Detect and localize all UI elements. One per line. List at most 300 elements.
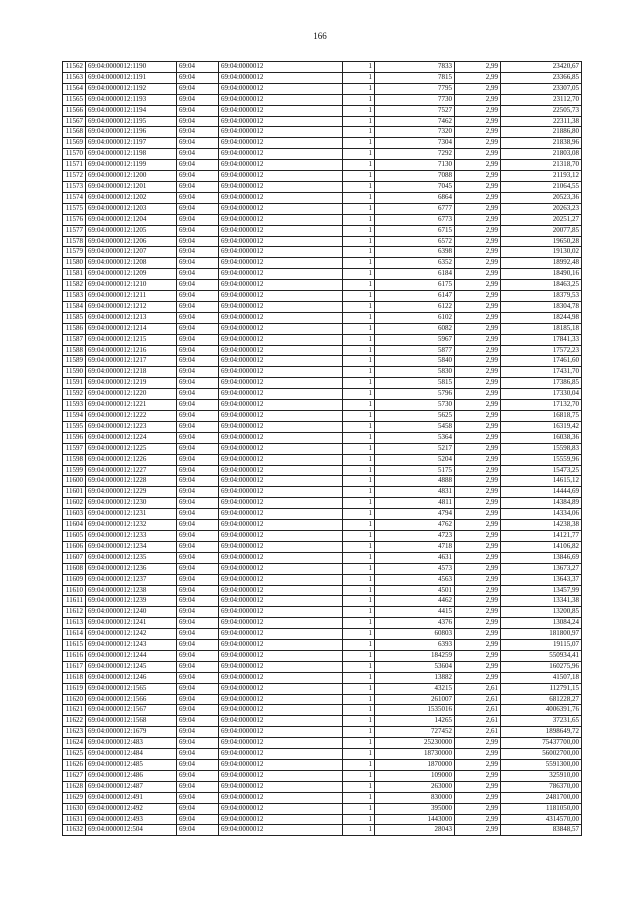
cadastral-block-cell: 69:04:0000012 [219,421,343,432]
count-cell: 1 [343,694,375,705]
rate-cell: 2,99 [455,236,501,247]
rate-cell: 2,99 [455,738,501,749]
district-code-cell: 69:04 [177,749,219,760]
cadastral-block-cell: 69:04:0000012 [219,509,343,520]
cadastral-value-cell: 19130,02 [501,247,582,258]
table-row [63,792,582,803]
district-code-cell: 69:04 [177,487,219,498]
cadastral-value-cell: 21803,08 [501,149,582,160]
row-number-cell: 11631 [63,814,86,825]
count-cell: 1 [343,727,375,738]
table-row [63,618,582,629]
district-code-cell: 69:04 [177,727,219,738]
rate-cell: 2,99 [455,803,501,814]
district-code-cell: 69:04 [177,94,219,105]
table-row [63,803,582,814]
cadastral-value-cell: 20077,85 [501,225,582,236]
count-cell: 1 [343,443,375,454]
row-number-cell: 11589 [63,356,86,367]
count-cell: 1 [343,672,375,683]
cadastral-block-cell: 69:04:0000012 [219,94,343,105]
district-code-cell: 69:04 [177,672,219,683]
cadastral-block-cell: 69:04:0000012 [219,378,343,389]
cadastral-value-cell: 21886,80 [501,127,582,138]
count-cell: 1 [343,203,375,214]
row-number-cell: 11596 [63,432,86,443]
rate-cell: 2,99 [455,323,501,334]
count-cell: 1 [343,334,375,345]
area-cell: 25230000 [375,738,455,749]
count-cell: 1 [343,509,375,520]
cadastral-value-cell: 14615,12 [501,476,582,487]
cadastral-value-cell: 16038,36 [501,432,582,443]
rate-cell: 2,99 [455,291,501,302]
table-row [63,269,582,280]
cadastral-value-cell: 15598,83 [501,443,582,454]
count-cell: 1 [343,280,375,291]
table-row [63,301,582,312]
count-cell: 1 [343,640,375,651]
cadastral-value-cell: 14121,77 [501,530,582,541]
cadastral-number-cell: 69:04:0000012:1204 [86,214,177,225]
count-cell: 1 [343,181,375,192]
cadastral-block-cell: 69:04:0000012 [219,749,343,760]
area-cell: 1443000 [375,814,455,825]
area-cell: 7833 [375,62,455,73]
rate-cell: 2,61 [455,716,501,727]
area-cell: 727452 [375,727,455,738]
district-code-cell: 69:04 [177,781,219,792]
table-row [63,94,582,105]
rate-cell: 2,99 [455,160,501,171]
area-cell: 4762 [375,520,455,531]
cadastral-block-cell: 69:04:0000012 [219,661,343,672]
count-cell: 1 [343,291,375,302]
cadastral-block-cell: 69:04:0000012 [219,411,343,422]
district-code-cell: 69:04 [177,520,219,531]
count-cell: 1 [343,683,375,694]
table-row [63,400,582,411]
cadastral-value-cell: 325910,00 [501,770,582,781]
count-cell: 1 [343,247,375,258]
cadastral-number-cell: 69:04:0000012:1231 [86,509,177,520]
cadastral-block-cell: 69:04:0000012 [219,629,343,640]
district-code-cell: 69:04 [177,530,219,541]
rate-cell: 2,99 [455,105,501,116]
district-code-cell: 69:04 [177,563,219,574]
cadastral-value-cell: 21318,70 [501,160,582,171]
cadastral-block-cell: 69:04:0000012 [219,640,343,651]
cadastral-number-cell: 69:04:0000012:1215 [86,334,177,345]
table-row [63,760,582,771]
cadastral-value-cell: 17572,23 [501,345,582,356]
district-code-cell: 69:04 [177,454,219,465]
rate-cell: 2,99 [455,530,501,541]
district-code-cell: 69:04 [177,334,219,345]
rate-cell: 2,99 [455,607,501,618]
table-row [63,465,582,476]
cadastral-block-cell: 69:04:0000012 [219,465,343,476]
cadastral-block-cell: 69:04:0000012 [219,618,343,629]
count-cell: 1 [343,400,375,411]
table-row [63,225,582,236]
row-number-cell: 11586 [63,323,86,334]
rate-cell: 2,99 [455,476,501,487]
district-code-cell: 69:04 [177,258,219,269]
table-row [63,738,582,749]
cadastral-block-cell: 69:04:0000012 [219,716,343,727]
cadastral-value-cell: 13643,37 [501,574,582,585]
area-cell: 6184 [375,269,455,280]
district-code-cell: 69:04 [177,203,219,214]
table-row [63,389,582,400]
rate-cell: 2,99 [455,247,501,258]
rate-cell: 2,99 [455,781,501,792]
cadastral-value-cell: 20523,36 [501,192,582,203]
cadastral-value-cell: 75437700,00 [501,738,582,749]
count-cell: 1 [343,792,375,803]
cadastral-block-cell: 69:04:0000012 [219,814,343,825]
district-code-cell: 69:04 [177,738,219,749]
area-cell: 109000 [375,770,455,781]
cadastral-block-cell: 69:04:0000012 [219,694,343,705]
cadastral-number-cell: 69:04:0000012:1211 [86,291,177,302]
district-code-cell: 69:04 [177,705,219,716]
district-code-cell: 69:04 [177,105,219,116]
cadastral-block-cell: 69:04:0000012 [219,181,343,192]
rate-cell: 2,99 [455,640,501,651]
area-cell: 4811 [375,498,455,509]
table-row [63,705,582,716]
area-cell: 53604 [375,661,455,672]
cadastral-block-cell: 69:04:0000012 [219,650,343,661]
table-row [63,432,582,443]
row-number-cell: 11626 [63,760,86,771]
cadastral-block-cell: 69:04:0000012 [219,345,343,356]
rate-cell: 2,99 [455,127,501,138]
area-cell: 14265 [375,716,455,727]
rate-cell: 2,99 [455,94,501,105]
rate-cell: 2,99 [455,509,501,520]
cadastral-number-cell: 69:04:0000012:1213 [86,312,177,323]
cadastral-number-cell: 69:04:0000012:1217 [86,356,177,367]
cadastral-block-cell: 69:04:0000012 [219,476,343,487]
count-cell: 1 [343,738,375,749]
count-cell: 1 [343,72,375,83]
district-code-cell: 69:04 [177,509,219,520]
district-code-cell: 69:04 [177,116,219,127]
cadastral-number-cell: 69:04:0000012:1568 [86,716,177,727]
row-number-cell: 11587 [63,334,86,345]
rate-cell: 2,99 [455,672,501,683]
row-number-cell: 11571 [63,160,86,171]
cadastral-block-cell: 69:04:0000012 [219,323,343,334]
cadastral-block-cell: 69:04:0000012 [219,585,343,596]
cadastral-block-cell: 69:04:0000012 [219,389,343,400]
rate-cell: 2,99 [455,367,501,378]
count-cell: 1 [343,389,375,400]
cadastral-value-cell: 56002700,00 [501,749,582,760]
count-cell: 1 [343,520,375,531]
district-code-cell: 69:04 [177,312,219,323]
cadastral-value-cell: 18463,25 [501,280,582,291]
table-row [63,312,582,323]
district-code-cell: 69:04 [177,596,219,607]
row-number-cell: 11570 [63,149,86,160]
area-cell: 395000 [375,803,455,814]
cadastral-number-cell: 69:04:0000012:1201 [86,181,177,192]
district-code-cell: 69:04 [177,825,219,836]
table-row [63,367,582,378]
count-cell: 1 [343,716,375,727]
row-number-cell: 11579 [63,247,86,258]
district-code-cell: 69:04 [177,345,219,356]
cadastral-value-cell: 17841,33 [501,334,582,345]
cadastral-value-cell: 13673,27 [501,563,582,574]
row-number-cell: 11620 [63,694,86,705]
table-row [63,72,582,83]
cadastral-number-cell: 69:04:0000012:1225 [86,443,177,454]
rate-cell: 2,99 [455,596,501,607]
cadastral-value-cell: 19115,07 [501,640,582,651]
row-number-cell: 11602 [63,498,86,509]
cadastral-block-cell: 69:04:0000012 [219,225,343,236]
cadastral-block-cell: 69:04:0000012 [219,552,343,563]
table-row [63,203,582,214]
count-cell: 1 [343,760,375,771]
rate-cell: 2,99 [455,214,501,225]
table-row [63,62,582,73]
rate-cell: 2,99 [455,552,501,563]
cadastral-number-cell: 69:04:0000012:1205 [86,225,177,236]
row-number-cell: 11614 [63,629,86,640]
rate-cell: 2,99 [455,203,501,214]
district-code-cell: 69:04 [177,465,219,476]
table-row [63,236,582,247]
area-cell: 18730000 [375,749,455,760]
table-row [63,247,582,258]
row-number-cell: 11562 [63,62,86,73]
table-row [63,214,582,225]
rate-cell: 2,99 [455,825,501,836]
district-code-cell: 69:04 [177,367,219,378]
table-row [63,138,582,149]
cadastral-block-cell: 69:04:0000012 [219,487,343,498]
cadastral-number-cell: 69:04:0000012:487 [86,781,177,792]
row-number-cell: 11573 [63,181,86,192]
table-row [63,749,582,760]
table-row [63,814,582,825]
rate-cell: 2,99 [455,149,501,160]
cadastral-value-cell: 18244,98 [501,312,582,323]
count-cell: 1 [343,814,375,825]
rate-cell: 2,99 [455,192,501,203]
district-code-cell: 69:04 [177,192,219,203]
cadastral-value-cell: 16319,42 [501,421,582,432]
cadastral-number-cell: 69:04:0000012:1566 [86,694,177,705]
row-number-cell: 11584 [63,301,86,312]
row-number-cell: 11616 [63,650,86,661]
rate-cell: 2,99 [455,770,501,781]
table-row [63,454,582,465]
count-cell: 1 [343,83,375,94]
count-cell: 1 [343,749,375,760]
cadastral-value-cell: 14384,89 [501,498,582,509]
area-cell: 4415 [375,607,455,618]
table-row [63,105,582,116]
cadastral-number-cell: 69:04:0000012:1203 [86,203,177,214]
row-number-cell: 11585 [63,312,86,323]
table-row [63,672,582,683]
cadastral-value-cell: 18490,16 [501,269,582,280]
rate-cell: 2,99 [455,520,501,531]
row-number-cell: 11580 [63,258,86,269]
cadastral-number-cell: 69:04:0000012:1210 [86,280,177,291]
cadastral-value-cell: 14238,38 [501,520,582,531]
table-row [63,149,582,160]
cadastral-number-cell: 69:04:0000012:1241 [86,618,177,629]
count-cell: 1 [343,487,375,498]
cadastral-number-cell: 69:04:0000012:1191 [86,72,177,83]
cadastral-value-cell: 14334,06 [501,509,582,520]
cadastral-value-cell: 4314570,00 [501,814,582,825]
cadastral-number-cell: 69:04:0000012:1244 [86,650,177,661]
district-code-cell: 69:04 [177,149,219,160]
rate-cell: 2,99 [455,138,501,149]
district-code-cell: 69:04 [177,814,219,825]
row-number-cell: 11568 [63,127,86,138]
cadastral-block-cell: 69:04:0000012 [219,171,343,182]
cadastral-block-cell: 69:04:0000012 [219,454,343,465]
cadastral-block-cell: 69:04:0000012 [219,203,343,214]
rate-cell: 2,61 [455,727,501,738]
count-cell: 1 [343,62,375,73]
land-registry-table [62,61,582,836]
area-cell: 5730 [375,400,455,411]
cadastral-number-cell: 69:04:0000012:1195 [86,116,177,127]
rate-cell: 2,99 [455,72,501,83]
district-code-cell: 69:04 [177,683,219,694]
row-number-cell: 11621 [63,705,86,716]
cadastral-value-cell: 14106,82 [501,541,582,552]
rate-cell: 2,99 [455,378,501,389]
cadastral-block-cell: 69:04:0000012 [219,781,343,792]
cadastral-block-cell: 69:04:0000012 [219,803,343,814]
count-cell: 1 [343,421,375,432]
cadastral-number-cell: 69:04:0000012:1236 [86,563,177,574]
cadastral-value-cell: 37231,65 [501,716,582,727]
district-code-cell: 69:04 [177,378,219,389]
area-cell: 5217 [375,443,455,454]
count-cell: 1 [343,476,375,487]
count-cell: 1 [343,825,375,836]
rate-cell: 2,99 [455,400,501,411]
rate-cell: 2,99 [455,62,501,73]
district-code-cell: 69:04 [177,236,219,247]
area-cell: 7292 [375,149,455,160]
cadastral-block-cell: 69:04:0000012 [219,138,343,149]
cadastral-number-cell: 69:04:0000012:1234 [86,541,177,552]
count-cell: 1 [343,552,375,563]
cadastral-number-cell: 69:04:0000012:1197 [86,138,177,149]
table-row [63,258,582,269]
area-cell: 7795 [375,83,455,94]
cadastral-value-cell: 17461,60 [501,356,582,367]
cadastral-block-cell: 69:04:0000012 [219,563,343,574]
cadastral-value-cell: 17132,70 [501,400,582,411]
cadastral-number-cell: 69:04:0000012:1206 [86,236,177,247]
district-code-cell: 69:04 [177,618,219,629]
area-cell: 1535016 [375,705,455,716]
count-cell: 1 [343,781,375,792]
district-code-cell: 69:04 [177,803,219,814]
district-code-cell: 69:04 [177,640,219,651]
cadastral-value-cell: 2481700,00 [501,792,582,803]
table-row [63,160,582,171]
area-cell: 6398 [375,247,455,258]
rate-cell: 2,99 [455,629,501,640]
rate-cell: 2,61 [455,694,501,705]
table-row [63,83,582,94]
cadastral-block-cell: 69:04:0000012 [219,607,343,618]
row-number-cell: 11615 [63,640,86,651]
table-row [63,825,582,836]
cadastral-block-cell: 69:04:0000012 [219,192,343,203]
cadastral-number-cell: 69:04:0000012:1232 [86,520,177,531]
table-row [63,661,582,672]
cadastral-block-cell: 69:04:0000012 [219,127,343,138]
rate-cell: 2,99 [455,116,501,127]
cadastral-block-cell: 69:04:0000012 [219,672,343,683]
area-cell: 5175 [375,465,455,476]
rate-cell: 2,99 [455,541,501,552]
count-cell: 1 [343,498,375,509]
district-code-cell: 69:04 [177,476,219,487]
rate-cell: 2,99 [455,345,501,356]
area-cell: 7815 [375,72,455,83]
area-cell: 5796 [375,389,455,400]
area-cell: 43215 [375,683,455,694]
area-cell: 4462 [375,596,455,607]
table-row [63,770,582,781]
cadastral-number-cell: 69:04:0000012:493 [86,814,177,825]
row-number-cell: 11574 [63,192,86,203]
table-row [63,716,582,727]
row-number-cell: 11617 [63,661,86,672]
area-cell: 13882 [375,672,455,683]
cadastral-number-cell: 69:04:0000012:1242 [86,629,177,640]
cadastral-value-cell: 23366,85 [501,72,582,83]
table-row [63,530,582,541]
table-row [63,181,582,192]
rate-cell: 2,99 [455,792,501,803]
count-cell: 1 [343,127,375,138]
cadastral-block-cell: 69:04:0000012 [219,825,343,836]
area-cell: 28043 [375,825,455,836]
cadastral-number-cell: 69:04:0000012:1245 [86,661,177,672]
rate-cell: 2,99 [455,574,501,585]
cadastral-value-cell: 21064,55 [501,181,582,192]
cadastral-block-cell: 69:04:0000012 [219,312,343,323]
district-code-cell: 69:04 [177,661,219,672]
table-row [63,694,582,705]
district-code-cell: 69:04 [177,585,219,596]
table-row [63,585,582,596]
area-cell: 5364 [375,432,455,443]
area-cell: 4794 [375,509,455,520]
table-row [63,323,582,334]
cadastral-number-cell: 69:04:0000012:1199 [86,160,177,171]
